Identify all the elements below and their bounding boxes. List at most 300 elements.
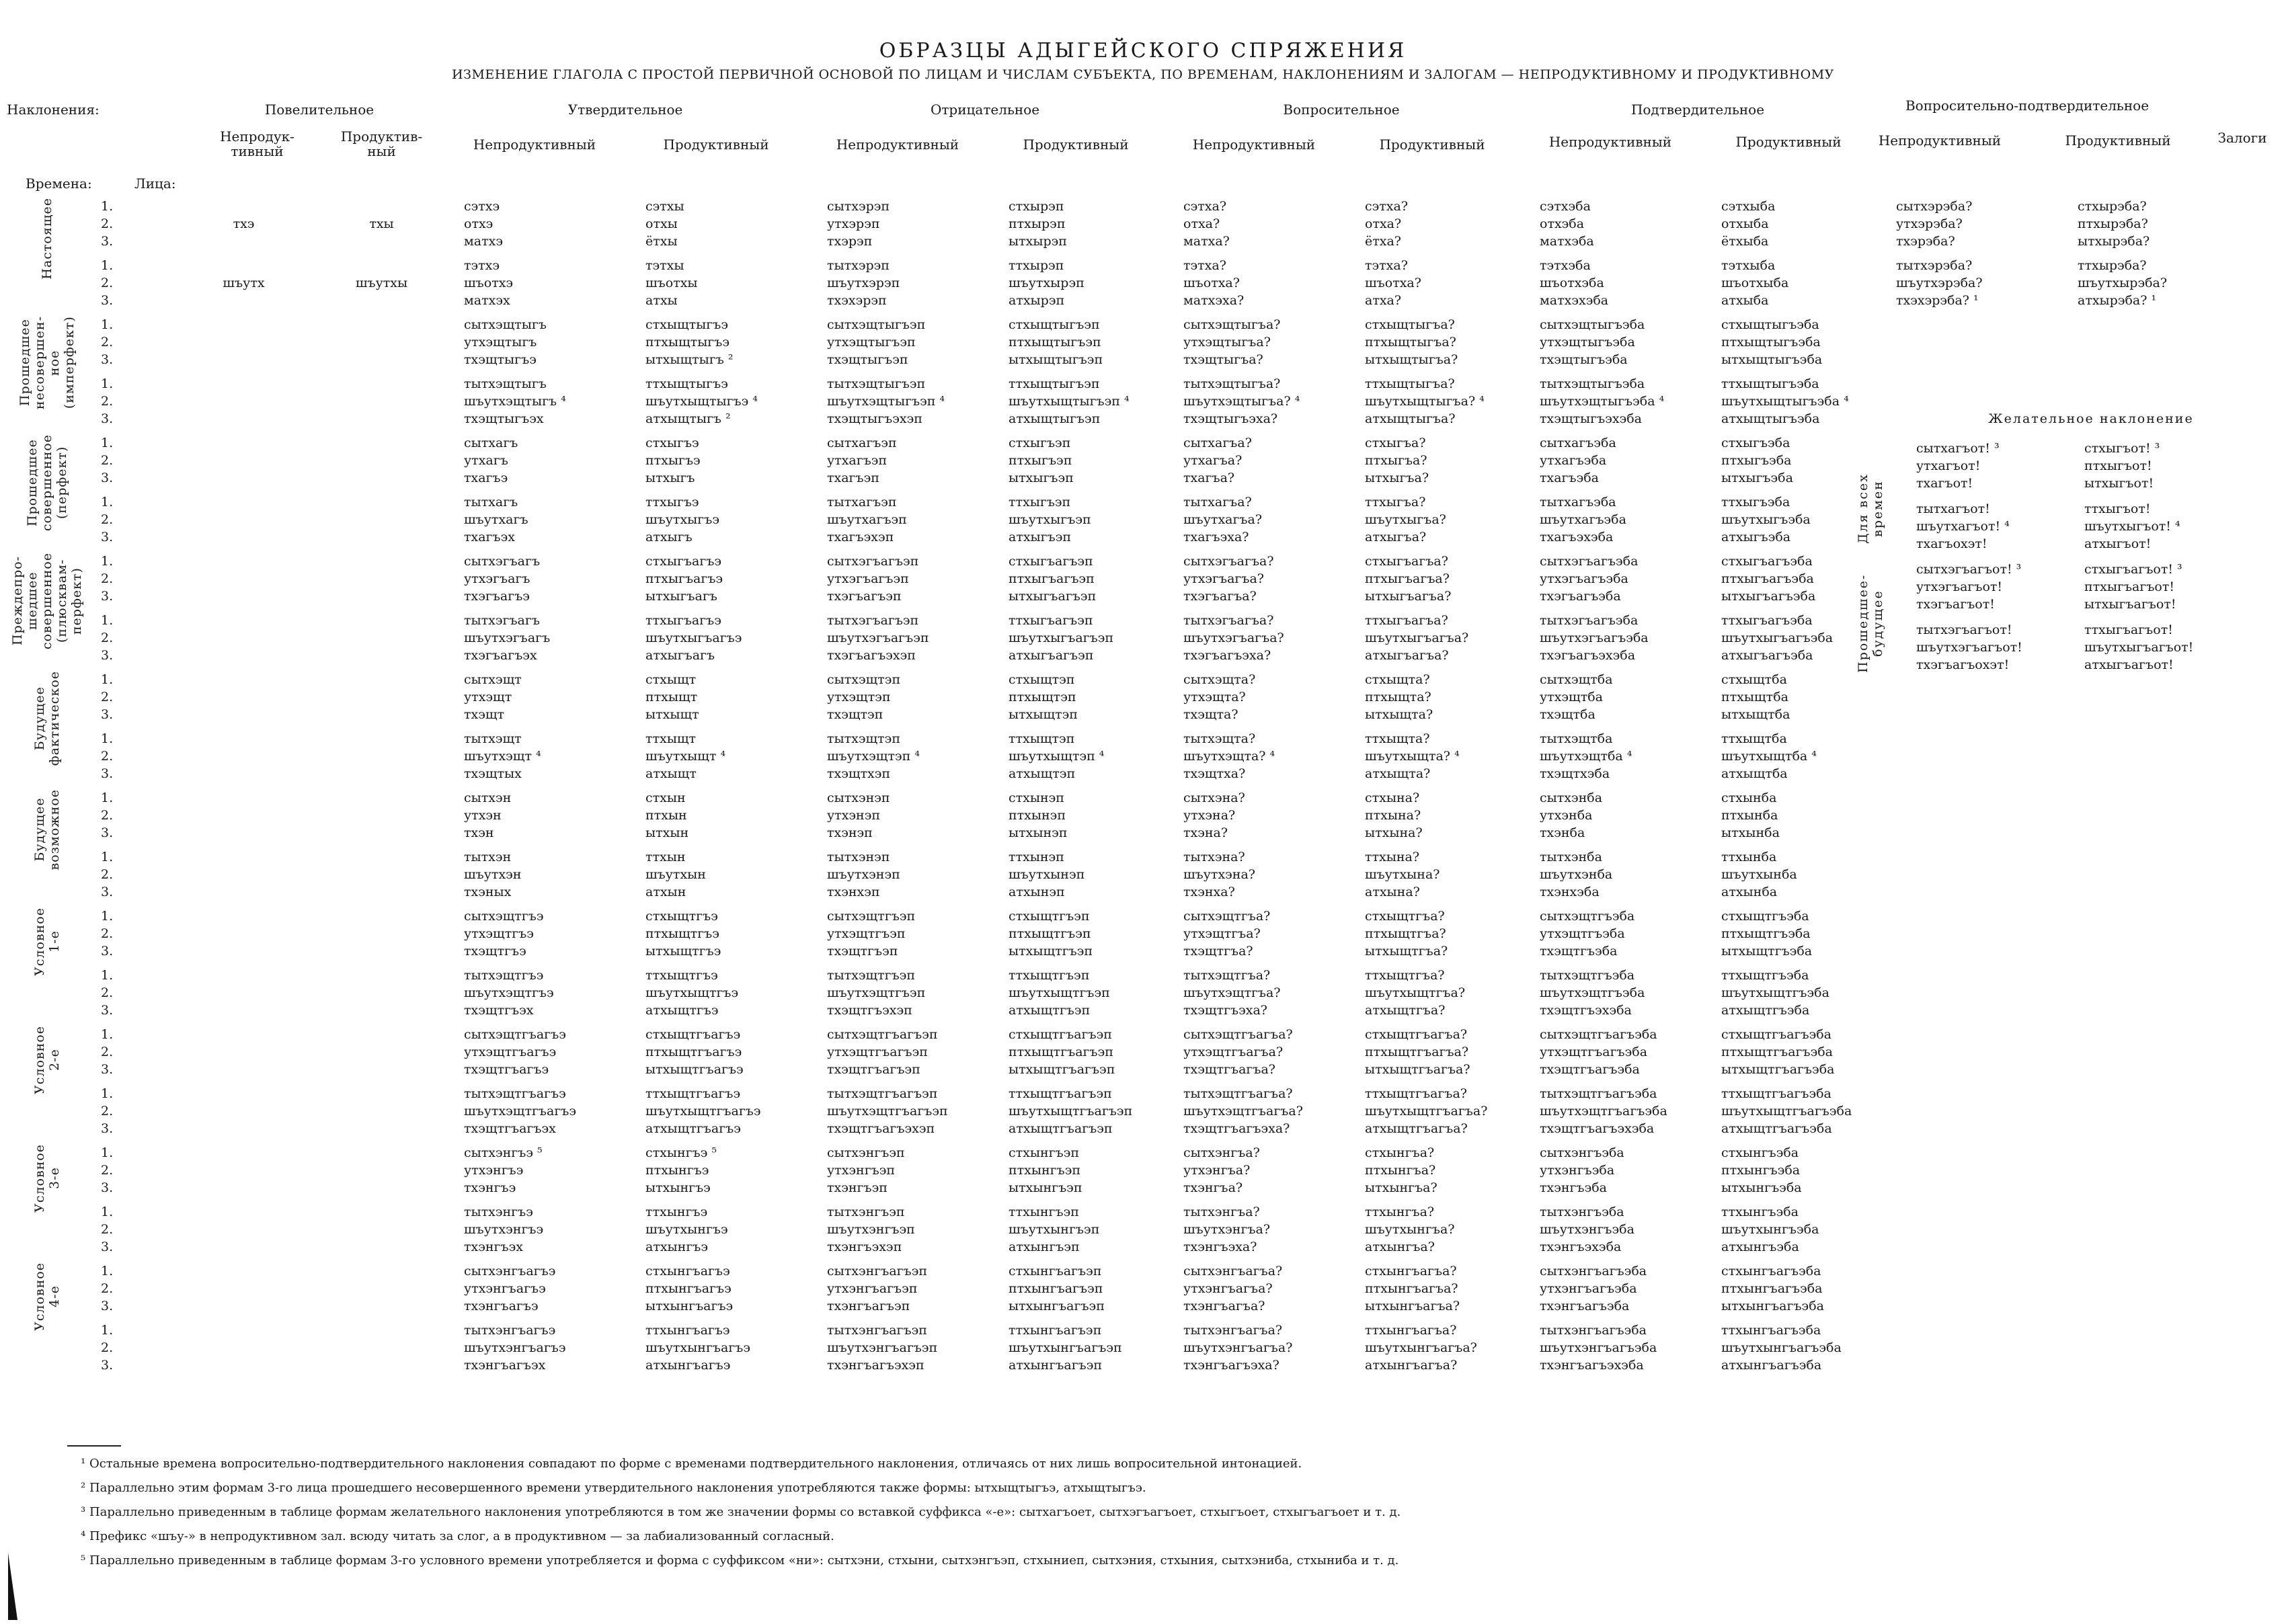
mood-interrogative: Вопросительное — [1283, 102, 1400, 118]
form-cell-conf-np: тытхэщтгъагъэба шъутхэщтгъагъэба тхэщтгъагъэхэба — [1540, 1086, 1667, 1136]
form-cell-neg-np: тытхэщтгъэп шъутхэщтгъэп тхэщтгъэхэп — [827, 968, 926, 1018]
form-cell-conf-p: ттхыгъагъэба шъутхыгъагъэба атхыгъагъэба — [1721, 613, 1834, 663]
form-cell-neg-np: сытхэгъагъэп утхэгъагъэп тхэгъагъэп — [827, 554, 919, 604]
form-cell-neg-p: ттхынгъэп шъутхынгъэп атхынгъэп — [1009, 1205, 1100, 1254]
form-cell-q-np: тытхэщта? шъутхэщта? ⁴ тхэщтха? — [1183, 731, 1275, 781]
form-cell-conf-p: сэтхыба отхыба ётхыба — [1721, 199, 1776, 249]
form-cell-aff-np: сытхэнгъэ ⁵ утхэнгъэ тхэнгъэ — [464, 1145, 543, 1195]
form-cell-conf-np: сытхэнгъэба утхэнгъэба тхэнгъэба — [1540, 1145, 1624, 1195]
voice-imp-nonproductive: Непродук- тивный — [220, 128, 294, 159]
form-cell-imp-np — [168, 374, 319, 433]
table-row — [0, 196, 2286, 255]
form-cell-aff-p: стхыщтгъэ птхыщтгъэ ытхыщтгъэ — [645, 909, 721, 959]
form-cell-conf-np: сытхэщтба утхэщтба тхэщтба — [1540, 672, 1613, 722]
voices-column-cell — [2232, 610, 2286, 669]
desiderative-cell: стхыгъагъот! ³ птхыгъагъот! ытхыгъагъот! — [2084, 562, 2182, 612]
form-cell-neg-np: сытхэнгъэп утхэнгъэп тхэнгъэп — [827, 1145, 905, 1195]
form-cell-conf-np: тытхэгъагъэба шъутхэгъагъэба тхэгъагъэхэба — [1540, 613, 1649, 663]
form-cell-imp-np — [168, 847, 319, 906]
form-cell-qc-np — [1876, 1024, 2057, 1084]
form-cell-neg-p: стхынгъэп птхынгъэп ытхынгъэп — [1009, 1145, 1082, 1195]
form-cell-aff-p: стхыгъагъэ птхыгъагъэ ытхыгъагъ — [645, 554, 723, 604]
footnote-4: ⁴ Префикс «шъу-» в непродуктивном зал. всюду читать за слог, а в продуктивном — за лабиализованный согласный. — [81, 1529, 834, 1543]
form-cell-neg-p: стхынгъагъэп птхынгъагъэп ытхынгъагъэп — [1009, 1264, 1105, 1313]
form-cell-imp-p — [319, 906, 444, 965]
form-cell-conf-p: стхыгъагъэба птхыгъагъэба ытхыгъагъэба — [1721, 554, 1816, 604]
form-cell-conf-np: сытхэщтгъагъэба утхэщтгъагъэба тхэщтгъагъэба — [1540, 1027, 1657, 1077]
form-cell-neg-p: ттхыщтгъэп шъутхыщтгъэп атхыщтгъэп — [1009, 968, 1110, 1018]
form-cell-imp-p: шъутхы — [355, 276, 408, 290]
form-cell-conf-p: стхынгъэба птхынгъэба ытхынгъэба — [1721, 1145, 1802, 1195]
form-cell-aff-np: тытхэн шъутхэн тхэных — [464, 850, 522, 899]
form-cell-conf-p: стхыщтыгъэба птхыщтыгъэба ытхыщтыгъэба — [1721, 317, 1823, 367]
person-numbers: 1. 2. 3. — [101, 850, 114, 899]
form-cell-q-np: сытхэщта? утхэщта? тхэщта? — [1183, 672, 1256, 722]
form-cell-neg-p: стхырэп птхырэп ытхырэп — [1009, 199, 1067, 249]
form-cell-q-p: ттхыщтгъагъа? шъутхыщтгъагъа? атхыщтгъагъа? — [1365, 1086, 1488, 1136]
form-cell-q-np: тытхэнгъа? шъутхэнгъа? тхэнгъэха? — [1183, 1205, 1271, 1254]
voice-qc-nonproductive: Непродуктивный — [1878, 132, 2002, 149]
footnote-3: ³ Параллельно приведенным в таблице формам желательного наклонения употребляются в том же значении формы со вставкой суффикса «-е»: сытхагъоет, сытхэгъагъоет, стхыгъоет, стхыгъагъоет и т. д. — [81, 1505, 1401, 1519]
form-cell-aff-p: стхыгъэ птхыгъэ ытхыгъ — [645, 436, 701, 485]
person-numbers: 1. 2. 3. — [101, 731, 114, 781]
form-cell-qc-p — [2057, 1143, 2232, 1202]
form-cell-neg-p: стхыгъагъэп птхыгъагъэп ытхыгъагъэп — [1009, 554, 1097, 604]
form-cell-aff-np: сытхэщтгъэ утхэщтгъэ тхэщтгъэ — [464, 909, 544, 959]
form-cell-aff-p: ттхыгъэ шъутхыгъэ атхыгъ — [645, 495, 719, 544]
form-cell-conf-p: ттхынба шъутхынба атхынба — [1721, 850, 1797, 899]
form-cell-q-p: стхыщта? птхыщта? ытхыщта? — [1365, 672, 1433, 722]
form-cell-qc-p — [2057, 315, 2232, 374]
page-subtitle: ИЗМЕНЕНИЕ ГЛАГОЛА С ПРОСТОЙ ПЕРВИЧНОЙ ОСНОВОЙ ПО ЛИЦАМ И ЧИСЛАМ СУБЪЕКТА, ПО ВРЕМЕНАМ, НАКЛОНЕНИЯМ И ЗАЛОГАМ — НЕПРОДУКТИВНОМУ И ПРОДУКТИВНОМУ — [452, 67, 1834, 82]
form-cell-aff-p: ттхыщтгъагъэ шъутхыщтгъагъэ атхыщтгъагъэ — [645, 1086, 761, 1136]
form-cell-qc-np — [1876, 788, 2057, 847]
form-cell-qc-p — [2057, 906, 2232, 965]
form-cell-qc-p — [2057, 669, 2232, 729]
table-row — [0, 315, 2286, 374]
form-cell-imp-p — [319, 315, 444, 374]
form-cell-aff-p: ттхыщтыгъэ шъутхыщтыгъэ ⁴ атхыщтыгъ ² — [645, 376, 758, 426]
desiderative-cell: ттхыгъагъот! шъутхыгъагъот! атхыгъагъот! — [2084, 622, 2194, 672]
form-cell-qc-p — [2057, 1024, 2232, 1084]
form-cell-imp-np — [168, 729, 319, 788]
tense-label-cell — [0, 551, 94, 669]
voices-column-cell — [2232, 1143, 2286, 1202]
voices-column-cell — [2232, 433, 2286, 492]
form-cell-aff-np: сытхагъ утхагъ тхагъэ — [464, 436, 518, 485]
voices-column-cell — [2232, 906, 2286, 965]
form-cell-neg-p: стхынэп птхынэп ытхынэп — [1009, 790, 1068, 840]
person-numbers: 1. 2. 3. — [101, 199, 114, 249]
tense-label: Прошедшее несовершен- ное (имперфект) — [17, 316, 77, 410]
mood-imperative: Повелительное — [264, 102, 375, 118]
form-cell-neg-p: ттхыгъагъэп шъутхыгъагъэп атхыгъагъэп — [1009, 613, 1113, 663]
person-numbers: 1. 2. 3. — [101, 613, 114, 663]
desiderative-cell: тытхэгъагъот! шъутхэгъагъот! тхэгъагъохэт! — [1916, 622, 2022, 672]
table-row — [0, 1024, 2286, 1084]
form-cell-imp-np: шъутх — [223, 276, 265, 290]
form-cell-qc-p — [2057, 1320, 2232, 1379]
form-cell-qc-p — [2057, 1261, 2232, 1320]
form-cell-aff-np: сытхэщтыгъ утхэщтыгъ тхэщтыгъэ — [464, 317, 547, 367]
form-cell-q-p: стхыщтгъагъа? птхыщтгъагъа? ытхыщтгъагъа? — [1365, 1027, 1470, 1077]
form-cell-qc-np — [1876, 315, 2057, 374]
form-cell-q-p: стхынгъа? птхынгъа? ытхынгъа? — [1365, 1145, 1437, 1195]
form-cell-aff-np: сытхэгъагъ утхэгъагъ тхэгъагъэ — [464, 554, 541, 604]
form-cell-imp-np — [168, 669, 319, 729]
form-cell-imp-np — [168, 1320, 319, 1379]
tense-label-cell — [0, 1261, 94, 1379]
form-cell-q-np: сытхэщтгъа? утхэщтгъа? тхэщтгъа? — [1183, 909, 1271, 959]
tense-label: Будущее фактическое — [32, 671, 62, 766]
form-cell-q-p: ттхыщтгъа? шъутхыщтгъа? атхыщтгъа? — [1365, 968, 1466, 1018]
form-cell-aff-np: тытхэнгъагъэ шъутхэнгъагъэ тхэнгъагъэх — [464, 1323, 566, 1373]
form-cell-qc-p — [2057, 729, 2232, 788]
voices-column-cell — [2232, 1024, 2286, 1084]
footnote-1: ¹ Остальные времена вопросительно-подтвердительного наклонения совпадают по форме с временами подтвердительного наклонения, отличаясь от них лишь вопросительной интонацией. — [81, 1457, 1302, 1471]
form-cell-neg-p: ттхыгъэп шъутхыгъэп атхыгъэп — [1009, 495, 1091, 544]
table-row — [0, 1143, 2286, 1202]
form-cell-qc-np — [1876, 669, 2057, 729]
form-cell-q-np: тытхэщтгъагъа? шъутхэщтгъагъа? тхэщтгъагъэха? — [1183, 1086, 1303, 1136]
form-cell-aff-p: ттхыщт шъутхыщт ⁴ атхыщт — [645, 731, 726, 781]
form-cell-conf-p: стхынгъагъэба птхынгъагъэба ытхынгъагъэба — [1721, 1264, 1824, 1313]
form-cell-conf-p: стхыгъэба птхыгъэба ытхыгъэба — [1721, 436, 1793, 485]
person-numbers: 1. 2. 3. — [101, 909, 114, 959]
form-cell-neg-p: ттхынэп шъутхынэп атхынэп — [1009, 850, 1085, 899]
form-cell-conf-np: сытхагъэба утхагъэба тхагъэба — [1540, 436, 1616, 485]
person-numbers: 1. 2. 3. — [101, 495, 114, 544]
voice-q-productive: Продуктивный — [1379, 136, 1485, 153]
form-cell-neg-p: стхыщтгъэп птхыщтгъэп ытхыщтгъэп — [1009, 909, 1093, 959]
person-numbers: 1. 2. 3. — [101, 436, 114, 485]
table-row — [0, 255, 2286, 315]
footnote-divider — [67, 1445, 121, 1447]
form-cell-conf-p: ттхыщтба шъутхыщтба ⁴ атхыщтба — [1721, 731, 1817, 781]
tenses-label: Времена: — [26, 175, 92, 192]
form-cell-neg-p: стхыщтыгъэп птхыщтыгъэп ытхыщтыгъэп — [1009, 317, 1103, 367]
form-cell-conf-np: сэтхэба отхэба матхэба — [1540, 199, 1594, 249]
form-cell-imp-p — [319, 669, 444, 729]
form-cell-qc-p: ттхырэба? шъутхырэба? атхырэба? ¹ — [2078, 258, 2168, 308]
table-row — [0, 1320, 2286, 1379]
form-cell-qc-np — [1876, 1084, 2057, 1143]
voices-column-cell — [2232, 196, 2286, 255]
tense-label-cell — [0, 196, 94, 315]
form-cell-imp-np — [168, 906, 319, 965]
form-cell-q-p: ттхыгъагъа? шъутхыгъагъа? атхыгъагъа? — [1365, 613, 1469, 663]
form-cell-qc-p — [2057, 1084, 2232, 1143]
form-cell-imp-np — [168, 1143, 319, 1202]
form-cell-qc-p: стхырэба? птхырэба? ытхырэба? — [2078, 199, 2150, 249]
form-cell-conf-np: тытхэнгъагъэба шъутхэнгъагъэба тхэнгъагъэхэба — [1540, 1323, 1657, 1373]
voices-column-cell — [2232, 1261, 2286, 1320]
form-cell-q-np: сэтха? отха? матха? — [1183, 199, 1230, 249]
form-cell-neg-p: ттхыщтыгъэп шъутхыщтыгъэп ⁴ атхыщтыгъэп — [1009, 376, 1130, 426]
form-cell-q-p: стхыщтгъа? птхыщтгъа? ытхыщтгъа? — [1365, 909, 1448, 959]
voice-aff-nonproductive: Непродуктивный — [473, 136, 596, 153]
form-cell-conf-np: тытхэнба шъутхэнба тхэнхэба — [1540, 850, 1613, 899]
form-cell-neg-np: сытхэнэп утхэнэп тхэнэп — [827, 790, 890, 840]
person-numbers: 1. 2. 3. — [101, 1086, 114, 1136]
desiderative-cell: тытхагъот! шъутхагъот! ⁴ тхагъохэт! — [1916, 501, 2010, 551]
form-cell-neg-np: сытхэнгъагъэп утхэнгъагъэп тхэнгъагъэп — [827, 1264, 928, 1313]
form-cell-qc-p — [2057, 1202, 2232, 1261]
form-cell-aff-p: ттхынгъэ шъутхынгъэ атхынгъэ — [645, 1205, 728, 1254]
form-cell-conf-np: тытхэщтба шъутхэщтба ⁴ тхэщтхэба — [1540, 731, 1632, 781]
voices-column-cell — [2232, 729, 2286, 788]
form-cell-neg-p: стхыщтгъагъэп птхыщтгъагъэп ытхыщтгъагъэп — [1009, 1027, 1115, 1077]
person-numbers: 1. 2. 3. — [101, 790, 114, 840]
form-cell-q-np: тэтха? шъотха? матхэха? — [1183, 258, 1245, 308]
form-cell-q-p: ттхынгъагъа? шъутхынгъагъа? атхынгъагъа? — [1365, 1323, 1477, 1373]
form-cell-q-p: сэтха? отха? ётха? — [1365, 199, 1409, 249]
form-cell-qc-p — [2057, 788, 2232, 847]
form-cell-aff-np: тытхэгъагъ шъутхэгъагъ тхэгъагъэх — [464, 613, 551, 663]
form-cell-conf-p: стхынба птхынба ытхынба — [1721, 790, 1780, 840]
tense-label: Условное 1-е — [32, 907, 62, 976]
persons-label: Лица: — [134, 175, 176, 192]
table-row — [0, 1202, 2286, 1261]
form-cell-q-np: сытхэщтгъагъа? утхэщтгъагъа? тхэщтгъагъа? — [1183, 1027, 1293, 1077]
desiderative-cell: сытхэгъагъот! ³ утхэгъагъот! тхэгъагъот! — [1916, 562, 2022, 612]
form-cell-qc-np: сытхэрэба? утхэрэба? тхэрэба? — [1896, 199, 1973, 249]
person-numbers: 1. 2. 3. — [101, 554, 114, 604]
form-cell-q-p: тэтха? шъотха? атха? — [1365, 258, 1421, 308]
form-cell-qc-p — [2057, 847, 2232, 906]
form-cell-neg-np: сытхэщтгъагъэп утхэщтгъагъэп тхэщтгъагъэп — [827, 1027, 938, 1077]
footnote-2: ² Параллельно этим формам 3-го лица прошедшего несовершенного времени утвердительного наклонения употребляются также формы: ытхыщтыгъэ, атхыщтыгъэ. — [81, 1481, 1146, 1495]
mood-confirmative: Подтвердительное — [1630, 102, 1765, 118]
voice-neg-productive: Продуктивный — [1023, 136, 1129, 153]
form-cell-imp-np: тхэ — [233, 216, 255, 231]
tense-label: Условное 4-е — [32, 1262, 62, 1331]
form-cell-neg-p: стхыщтэп птхыщтэп ытхыщтэп — [1009, 672, 1078, 722]
form-cell-q-p: ттхыгъа? шъутхыгъа? атхыгъа? — [1365, 495, 1446, 544]
person-numbers: 1. 2. 3. — [101, 1205, 114, 1254]
form-cell-imp-p — [319, 1143, 444, 1202]
voices-column-cell — [2232, 788, 2286, 847]
form-cell-qc-np — [1876, 1261, 2057, 1320]
form-cell-q-p: ттхыщтыгъа? шъутхыщтыгъа? ⁴ атхыщтыгъа? — [1365, 376, 1485, 426]
tense-label: Преждепро- шедшее совершенное (плюсквам- перфект) — [10, 553, 84, 650]
table-row — [0, 906, 2286, 965]
form-cell-q-np: сытхэна? утхэна? тхэна? — [1183, 790, 1245, 840]
form-cell-qc-np — [1876, 1320, 2057, 1379]
tense-label: Настоящее — [40, 198, 54, 280]
form-cell-aff-np: сэтхэ отхэ матхэ — [464, 199, 503, 249]
form-cell-imp-p — [319, 729, 444, 788]
form-cell-conf-p: ттхыщтгъэба шъутхыщтгъэба атхыщтгъэба — [1721, 968, 1829, 1018]
form-cell-conf-p: ттхынгъэба шъутхынгъэба атхынгъэба — [1721, 1205, 1819, 1254]
form-cell-imp-p — [319, 433, 444, 492]
form-cell-neg-np: тытхэнэп шъутхэнэп тхэнхэп — [827, 850, 900, 899]
voice-qc-productive: Продуктивный — [2065, 132, 2171, 149]
form-cell-q-np: тытхэна? шъутхэна? тхэнха? — [1183, 850, 1255, 899]
form-cell-qc-np — [1876, 906, 2057, 965]
form-cell-conf-p: ттхыщтгъагъэба шъутхыщтгъагъэба атхыщтгъагъэба — [1721, 1086, 1852, 1136]
form-cell-imp-p — [319, 1261, 444, 1320]
voices-column-cell — [2232, 492, 2286, 551]
voice-imp-productive: Продуктив- ный — [340, 128, 423, 159]
form-cell-aff-np: сытхэнгъагъэ утхэнгъагъэ тхэнгъагъэ — [464, 1264, 556, 1313]
desiderative-title: Желательное наклонение — [1988, 411, 2194, 426]
tense-label-cell — [0, 788, 94, 906]
form-cell-q-p: ттхыщта? шъутхыщта? ⁴ атхыщта? — [1365, 731, 1460, 781]
footnotes — [81, 1452, 2232, 1573]
form-cell-aff-p: стхыщтгъагъэ птхыщтгъагъэ ытхыщтгъагъэ — [645, 1027, 744, 1077]
form-cell-aff-p: ттхыгъагъэ шъутхыгъагъэ атхыгъагъ — [645, 613, 742, 663]
form-cell-conf-np: тытхэщтыгъэба шъутхэщтыгъэба ⁴ тхэщтыгъэхэба — [1540, 376, 1665, 426]
tense-label-cell — [0, 669, 94, 788]
form-cell-aff-np: сытхэщтгъагъэ утхэщтгъагъэ тхэщтгъагъэ — [464, 1027, 566, 1077]
form-cell-neg-p: ттхыщтгъагъэп шъутхыщтгъагъэп атхыщтгъагъэп — [1009, 1086, 1133, 1136]
form-cell-q-np: тытхэнгъагъа? шъутхэнгъагъа? тхэнгъагъэха? — [1183, 1323, 1293, 1373]
form-cell-conf-np: сытхэнба утхэнба тхэнба — [1540, 790, 1603, 840]
voices-column-cell — [2232, 551, 2286, 610]
form-cell-aff-np: сытхэн утхэн тхэн — [464, 790, 512, 840]
form-cell-aff-np: тытхэщт шъутхэщт ⁴ тхэщтых — [464, 731, 541, 781]
form-cell-aff-p: стхыщт птхыщт ытхыщт — [645, 672, 699, 722]
form-cell-imp-p — [319, 1202, 444, 1261]
table-row — [0, 788, 2286, 847]
form-cell-conf-p: ттхыгъэба шъутхыгъэба атхыгъэба — [1721, 495, 1811, 544]
form-cell-conf-np: тытхэщтгъэба шъутхэщтгъэба тхэщтгъэхэба — [1540, 968, 1645, 1018]
form-cell-conf-p: тэтхыба шъотхыба атхыба — [1721, 258, 1789, 308]
form-cell-neg-np: тытхэрэп шъутхэрэп тхэхэрэп — [827, 258, 900, 308]
person-numbers: 1. 2. 3. — [101, 1027, 114, 1077]
form-cell-aff-np: тытхэщтыгъ шъутхэщтыгъ ⁴ тхэщтыгъэх — [464, 376, 566, 426]
form-cell-q-p: стхыгъагъа? птхыгъагъа? ытхыгъагъа? — [1365, 554, 1452, 604]
voice-conf-nonproductive: Непродуктивный — [1548, 134, 1672, 150]
form-cell-conf-np: тытхэнгъэба шъутхэнгъэба тхэнгъэхэба — [1540, 1205, 1634, 1254]
voice-aff-productive: Продуктивный — [663, 136, 769, 153]
form-cell-imp-p — [319, 965, 444, 1024]
form-cell-imp-p — [319, 1024, 444, 1084]
form-cell-conf-np: сытхэнгъагъэба утхэнгъагъэба тхэнгъагъэба — [1540, 1264, 1647, 1313]
form-cell-imp-np — [168, 610, 319, 669]
form-cell-conf-p: стхыщтгъэба птхыщтгъэба ытхыщтгъэба — [1721, 909, 1813, 959]
form-cell-q-np: сытхэнгъагъа? утхэнгъагъа? тхэнгъагъа? — [1183, 1264, 1283, 1313]
form-cell-imp-p — [319, 1084, 444, 1143]
form-cell-conf-p: ттхыщтыгъэба шъутхыщтыгъэба ⁴ атхыщтыгъэба — [1721, 376, 1849, 426]
tense-label: Условное 2-е — [32, 1026, 62, 1094]
form-cell-neg-p: ттхыщтэп шъутхыщтэп ⁴ атхыщтэп — [1009, 731, 1105, 781]
form-cell-aff-p: ттхынгъагъэ шъутхынгъагъэ атхынгъагъэ — [645, 1323, 750, 1373]
mood-negative: Отрицательное — [930, 102, 1040, 118]
voices-column-cell — [2232, 1320, 2286, 1379]
desiderative-cell: ттхыгъот! шъутхыгъот! ⁴ атхыгъот! — [2084, 501, 2180, 551]
form-cell-q-p: ттхынгъа? шъутхынгъа? атхынгъа? — [1365, 1205, 1455, 1254]
table-row — [0, 1084, 2286, 1143]
footnote-5: ⁵ Параллельно приведенным в таблице формам 3-го условного времени употребляется и форма с суффиксом «ни»: сытхэни, стхыни, сытхэнгъэп, стхыниеп, сытхэния, стхыния, сытхэниба, стхыниба и т. д. — [81, 1553, 1399, 1568]
form-cell-imp-np — [168, 551, 319, 610]
desiderative-cell: стхыгъот! ³ птхыгъот! ытхыгъот! — [2084, 441, 2160, 491]
form-cell-imp-p: тхы — [369, 216, 394, 231]
form-cell-q-np: сытхэнгъа? утхэнгъа? тхэнгъа? — [1183, 1145, 1260, 1195]
mood-affirmative: Утвердительное — [567, 102, 683, 118]
form-cell-qc-np — [1876, 965, 2057, 1024]
form-cell-q-p: стхыщтыгъа? птхыщтыгъа? ытхыщтыгъа? — [1365, 317, 1458, 367]
form-cell-imp-p — [319, 610, 444, 669]
tense-label-cell — [0, 433, 94, 551]
form-cell-aff-p: ттхыщтгъэ шъутхыщтгъэ атхыщтгъэ — [645, 968, 739, 1018]
table-row — [0, 669, 2286, 729]
form-cell-imp-np — [168, 1202, 319, 1261]
person-numbers: 1. 2. 3. — [101, 317, 114, 367]
form-cell-conf-np: сытхэщтгъэба утхэщтгъэба тхэщтгъэба — [1540, 909, 1635, 959]
table-row — [0, 965, 2286, 1024]
form-cell-neg-np: сытхэщтгъэп утхэщтгъэп тхэщтгъэп — [827, 909, 916, 959]
form-cell-qc-p — [2057, 965, 2232, 1024]
form-cell-imp-np — [168, 315, 319, 374]
table-row — [0, 1261, 2286, 1320]
mood-interrogative-confirmative: Вопросительно-подтвердительное — [1905, 97, 2150, 114]
form-cell-q-np: сытхэгъагъа? утхэгъагъа? тхэгъагъа? — [1183, 554, 1274, 604]
form-cell-imp-p — [319, 788, 444, 847]
form-cell-imp-np — [168, 965, 319, 1024]
person-numbers: 1. 2. 3. — [101, 258, 114, 308]
form-cell-neg-np: тытхэгъагъэп шъутхэгъагъэп тхэгъагъэхэп — [827, 613, 929, 663]
form-cell-neg-np: тытхэщтгъагъэп шъутхэщтгъагъэп тхэщтгъагъэхэп — [827, 1086, 948, 1136]
form-cell-aff-p: тэтхы шъотхы атхы — [645, 258, 698, 308]
moods-label: Наклонения: — [7, 102, 100, 118]
form-cell-q-np: тытхэщтгъа? шъутхэщтгъа? тхэщтгъэха? — [1183, 968, 1281, 1018]
form-cell-neg-np: сытхэрэп утхэрэп тхэрэп — [827, 199, 890, 249]
form-cell-imp-p — [319, 847, 444, 906]
tense-label: Будущее возможное — [32, 789, 62, 870]
form-cell-q-p: стхынгъагъа? птхынгъагъа? ытхынгъагъа? — [1365, 1264, 1460, 1313]
form-cell-conf-p: стхыщтгъагъэба птхыщтгъагъэба ытхыщтгъагъэба — [1721, 1027, 1835, 1077]
form-cell-q-np: сытхагъа? утхагъа? тхагъа? — [1183, 436, 1252, 485]
form-cell-neg-np: тытхэщтэп шъутхэщтэп ⁴ тхэщтхэп — [827, 731, 920, 781]
form-cell-imp-np — [168, 1261, 319, 1320]
form-cell-imp-np — [168, 1024, 319, 1084]
form-cell-q-p: ттхына? шъутхына? атхына? — [1365, 850, 1440, 899]
form-cell-q-np: тытхагъа? шъутхагъа? тхагъэха? — [1183, 495, 1263, 544]
form-cell-qc-np — [1876, 1202, 2057, 1261]
voice-conf-productive: Продуктивный — [1735, 134, 1842, 150]
form-cell-qc-np — [1876, 1143, 2057, 1202]
voices-column-cell — [2232, 669, 2286, 729]
form-cell-aff-p: сэтхы отхы ётхы — [645, 199, 684, 249]
form-cell-neg-np: сытхэщтыгъэп утхэщтыгъэп тхэщтыгъэп — [827, 317, 926, 367]
tense-label: Условное 3-е — [32, 1144, 62, 1213]
form-cell-conf-np: сытхэщтыгъэба утхэщтыгъэба тхэщтыгъэба — [1540, 317, 1645, 367]
person-numbers: 1. 2. 3. — [101, 1323, 114, 1373]
voice-q-nonproductive: Непродуктивный — [1192, 136, 1316, 153]
tense-label: Прошедшее совершенное (перфект) — [25, 434, 69, 532]
form-cell-q-p: стхыгъа? птхыгъа? ытхыгъа? — [1365, 436, 1429, 485]
form-cell-qc-np — [1876, 847, 2057, 906]
form-cell-neg-np: тытхэщтыгъэп шъутхэщтыгъэп ⁴ тхэщтыгъэхэп — [827, 376, 945, 426]
tense-label-cell — [0, 1143, 94, 1261]
person-numbers: 1. 2. 3. — [101, 1264, 114, 1313]
desiderative-group-label: Прошедшее- будущее — [1856, 573, 1885, 673]
form-cell-imp-p — [319, 1320, 444, 1379]
person-numbers: 1. 2. 3. — [101, 1145, 114, 1195]
form-cell-qc-np — [1876, 729, 2057, 788]
form-cell-conf-np: тэтхэба шъотхэба матхэхэба — [1540, 258, 1609, 308]
form-cell-conf-np: тытхагъэба шъутхагъэба тхагъэхэба — [1540, 495, 1626, 544]
form-cell-aff-p: ттхын шъутхын атхын — [645, 850, 706, 899]
desiderative-cell: сытхагъот! ³ утхагъот! тхагъот! — [1916, 441, 2000, 491]
voices-label: Залоги — [2217, 130, 2267, 146]
form-cell-imp-np — [168, 433, 319, 492]
form-cell-q-p: стхына? птхына? ытхына? — [1365, 790, 1423, 840]
form-cell-q-np: тытхэщтыгъа? шъутхэщтыгъа? ⁴ тхэщтыгъэха? — [1183, 376, 1300, 426]
tense-label-cell — [0, 906, 94, 1024]
